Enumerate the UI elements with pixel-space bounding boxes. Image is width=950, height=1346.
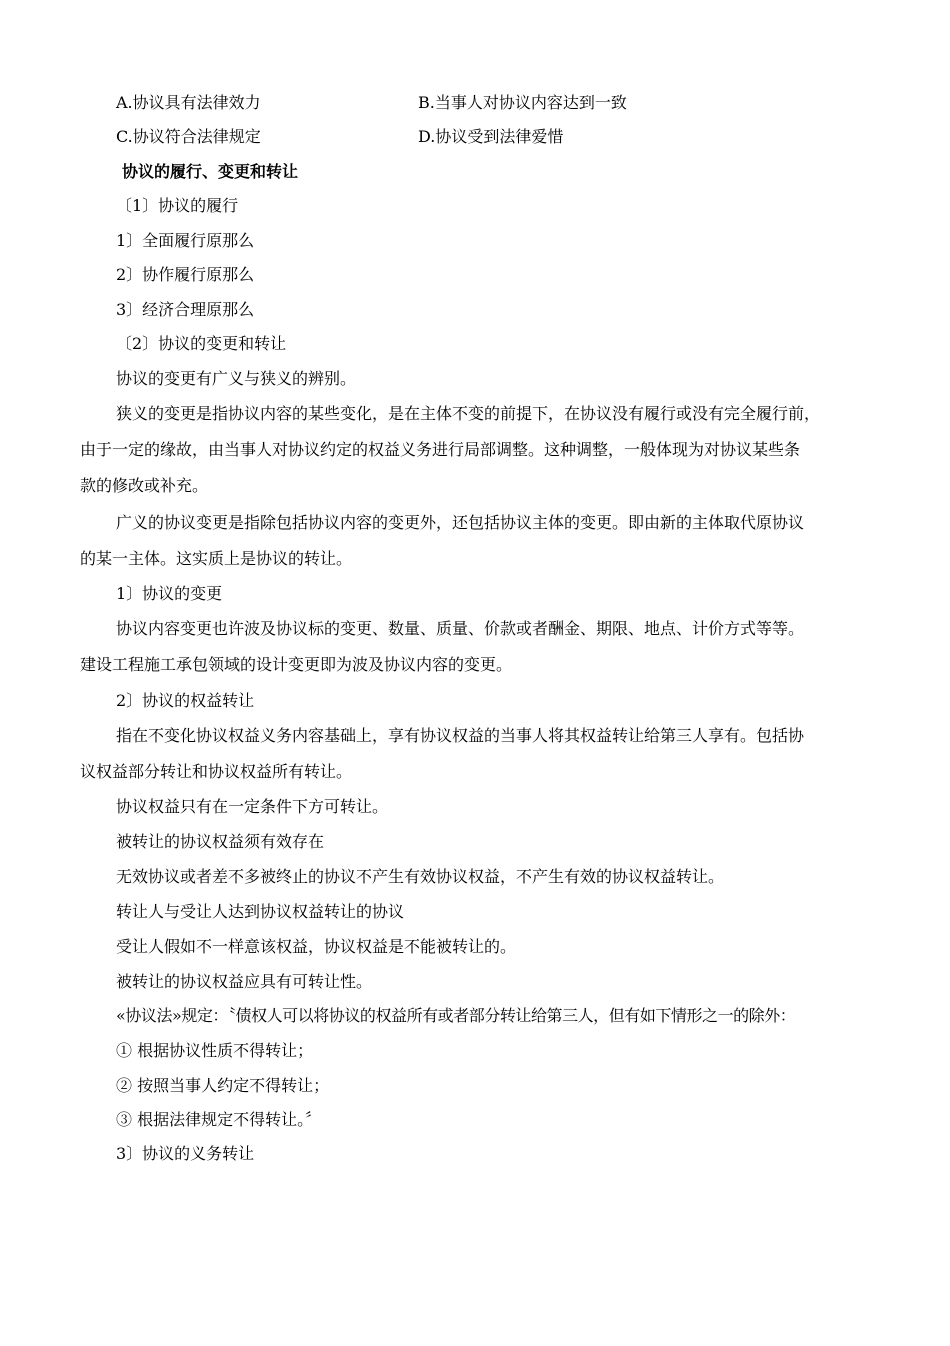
heading-duty-transfer: 3〕协议的义务转让 <box>116 1144 255 1163</box>
option-d: D.协议受到法律爱惜 <box>418 127 564 146</box>
subsection-title-performance: 〔1〕协议的履行 <box>116 196 239 215</box>
heading-rights-transfer: 2〕协议的权益转让 <box>116 691 255 710</box>
paragraph-change-line: 协议内容变更也许波及协议标的变更、数量、质量、价款或者酬金、期限、地点、计价方式等等。 <box>116 619 805 638</box>
subsection-title-change: 〔2〕协议的变更和转让 <box>116 334 287 353</box>
paragraph-line: «协议法»规定：〝债权人可以将协议的权益所有或者部分转让给第三人，但有如下情形之一的除外： <box>116 1006 796 1025</box>
paragraph-rights-line: 指在不变化协议权益义务内容基础上，享有协议权益的当事人将其权益转让给第三人享有。包括协 <box>116 726 805 745</box>
section-title: 协议的履行、变更和转让 <box>122 162 299 181</box>
paragraph-narrow-line: 款的修改或补充。 <box>80 476 209 495</box>
paragraph-line: 被转让的协议权益应具有可转让性。 <box>116 972 373 991</box>
paragraph-rights-line: 议权益部分转让和协议权益所有转让。 <box>80 762 353 781</box>
option-b: B.当事人对协议内容达到一致 <box>418 93 627 112</box>
option-a: A.协议具有法律效力 <box>116 93 261 112</box>
paragraph-line: ② 按照当事人约定不得转让； <box>116 1076 330 1095</box>
paragraph-line: 转让人与受让人达到协议权益转让的协议 <box>116 902 405 921</box>
list-item: 3〕经济合理原那么 <box>116 300 255 319</box>
paragraph-line: 被转让的协议权益须有效存在 <box>116 832 325 851</box>
paragraph-line: ③ 根据法律规定不得转让。〞 <box>116 1110 322 1129</box>
paragraph-narrow-line: 狭义的变更是指协议内容的某些变化，是在主体不变的前提下，在协议没有履行或没有完全履行前， <box>116 404 821 423</box>
list-item: 2〕协作履行原那么 <box>116 265 255 284</box>
paragraph-broad-line: 的某一主体。这实质上是协议的转让。 <box>80 549 353 568</box>
paragraph-broad-line: 广义的协议变更是指除包括协议内容的变更外，还包括协议主体的变更。即由新的主体取代原协议 <box>116 513 805 532</box>
paragraph-change-line: 建设工程施工承包领域的设计变更即为波及协议内容的变更。 <box>80 655 513 674</box>
option-c: C.协议符合法律规定 <box>116 127 261 146</box>
paragraph-intro: 协议的变更有广义与狭义的辨别。 <box>116 369 357 388</box>
paragraph-line: ① 根据协议性质不得转让； <box>116 1041 314 1060</box>
list-item: 1〕全面履行原那么 <box>116 231 255 250</box>
heading-contract-change: 1〕协议的变更 <box>116 584 223 603</box>
paragraph-narrow-line: 由于一定的缘故，由当事人对协议约定的权益义务进行局部调整。这种调整，一般体现为对协议某些条 <box>80 440 801 459</box>
paragraph-line: 无效协议或者差不多被终止的协议不产生有效协议权益，不产生有效的协议权益转让。 <box>116 867 725 886</box>
paragraph-line: 受让人假如不一样意该权益，协议权益是不能被转让的。 <box>116 937 517 956</box>
paragraph-line: 协议权益只有在一定条件下方可转让。 <box>116 797 389 816</box>
